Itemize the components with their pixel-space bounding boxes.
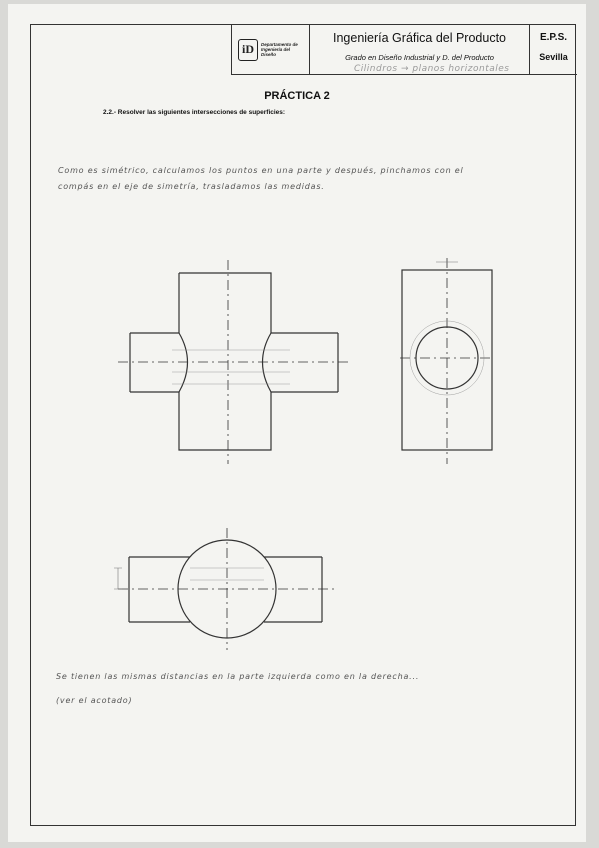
course-title: Ingeniería Gráfica del Producto (332, 31, 507, 45)
side-view (400, 258, 494, 464)
practice-title: PRÁCTICA 2 (264, 90, 330, 102)
degree-subtitle: Grado en Diseño Industrial y D. del Producto (345, 53, 494, 62)
note-line-1: Como es simétrico, calculamos los puntos en una parte y después, pinchamos con el (58, 166, 464, 175)
bottom-note-line-1: Se tienen las mismas distancias en la parte izquierda como en la derecha... (56, 672, 420, 681)
note-line-2: compás en el eje de simetría, trasladamos las medidas. (58, 182, 325, 191)
front-view (118, 260, 350, 464)
department-name: Departamento de Ingeniería del Diseño (261, 42, 298, 57)
top-view (118, 528, 335, 650)
pencil-note-top: Cilindros → planos horizontales (354, 64, 510, 74)
exercise-instruction: 2.2.- Resolver las siguientes intersecciones de superficies: (103, 109, 286, 116)
logo-icon: iD (238, 39, 258, 61)
bottom-note-line-2: (ver el acotado) (56, 696, 133, 705)
school-name: E.P.S. (539, 32, 568, 43)
school-city: Sevilla (539, 52, 568, 62)
